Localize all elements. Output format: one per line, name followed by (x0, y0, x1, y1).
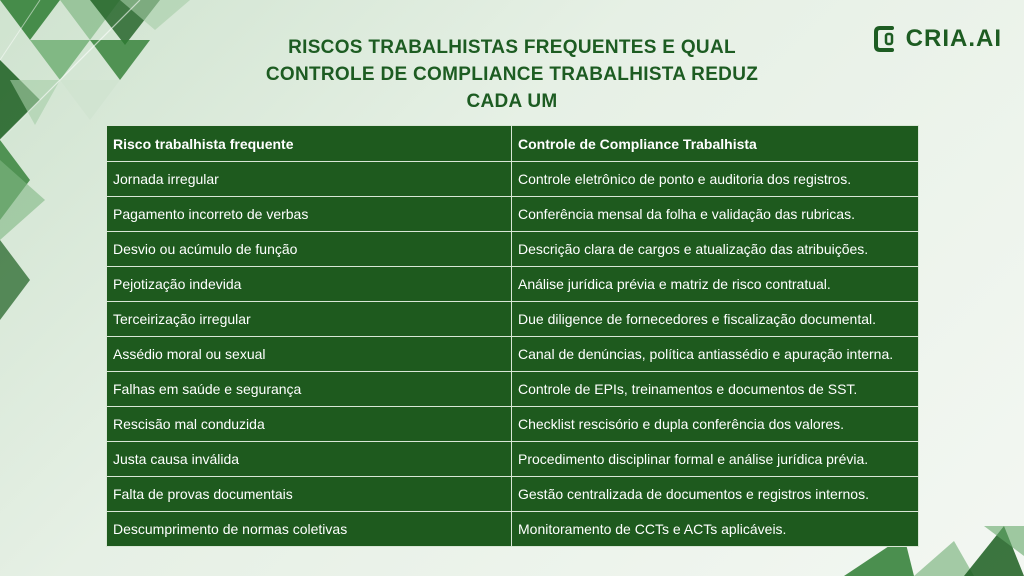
risk-cell: Assédio moral ou sexual (107, 337, 512, 372)
risk-cell: Pagamento incorreto de verbas (107, 197, 512, 232)
table-row (107, 337, 919, 372)
control-cell: Gestão centralizada de documentos e registros internos. (512, 477, 919, 512)
control-cell: Monitoramento de CCTs e ACTs aplicáveis. (512, 512, 919, 547)
risk-cell: Descumprimento de normas coletivas (107, 512, 512, 547)
risk-cell: Desvio ou acúmulo de função (107, 232, 512, 267)
title-line-1: RISCOS TRABALHISTAS FREQUENTES E QUAL (288, 37, 736, 58)
table-row (107, 477, 919, 512)
brand-logo (872, 22, 1002, 56)
table-row (107, 407, 919, 442)
control-cell: Procedimento disciplinar formal e análise jurídica prévia. (512, 442, 919, 477)
control-cell: Controle de EPIs, treinamentos e documentos de SST. (512, 372, 919, 407)
control-cell: Checklist rescisório e dupla conferência dos valores. (512, 407, 919, 442)
risk-cell: Rescisão mal conduzida (107, 407, 512, 442)
risk-cell: Justa causa inválida (107, 442, 512, 477)
page-title (232, 34, 792, 115)
table-row (107, 197, 919, 232)
table-row (107, 267, 919, 302)
header-risk: Risco trabalhista frequente (107, 126, 512, 162)
risk-cell: Terceirização irregular (107, 302, 512, 337)
control-cell: Due diligence de fornecedores e fiscalização documental. (512, 302, 919, 337)
title-line-2: CONTROLE DE COMPLIANCE TRABALHISTA REDUZ (265, 64, 759, 85)
title-line-3: CADA UM (466, 91, 558, 112)
table-row (107, 302, 919, 337)
risk-cell: Jornada irregular (107, 162, 512, 197)
control-cell: Descrição clara de cargos e atualização das atribuições. (512, 232, 919, 267)
control-cell: Controle eletrônico de ponto e auditoria dos registros. (512, 162, 919, 197)
table-row (107, 162, 919, 197)
risk-cell: Falta de provas documentais (107, 477, 512, 512)
table-row (107, 512, 919, 547)
table-row (107, 232, 919, 267)
control-cell: Análise jurídica prévia e matriz de risco contratual. (512, 267, 919, 302)
header-control: Controle de Compliance Trabalhista (512, 126, 919, 162)
table-row (107, 372, 919, 407)
control-cell: Conferência mensal da folha e validação das rubricas. (512, 197, 919, 232)
table-row (107, 442, 919, 477)
logo-text: CRIA.AI (905, 25, 1002, 52)
risk-cell: Pejotização indevida (107, 267, 512, 302)
table-header-row (107, 126, 919, 162)
cria-logo-icon (872, 22, 898, 56)
risk-cell: Falhas em saúde e segurança (107, 372, 512, 407)
risk-control-table (106, 125, 919, 547)
control-cell: Canal de denúncias, política antiassédio e apuração interna. (512, 337, 919, 372)
